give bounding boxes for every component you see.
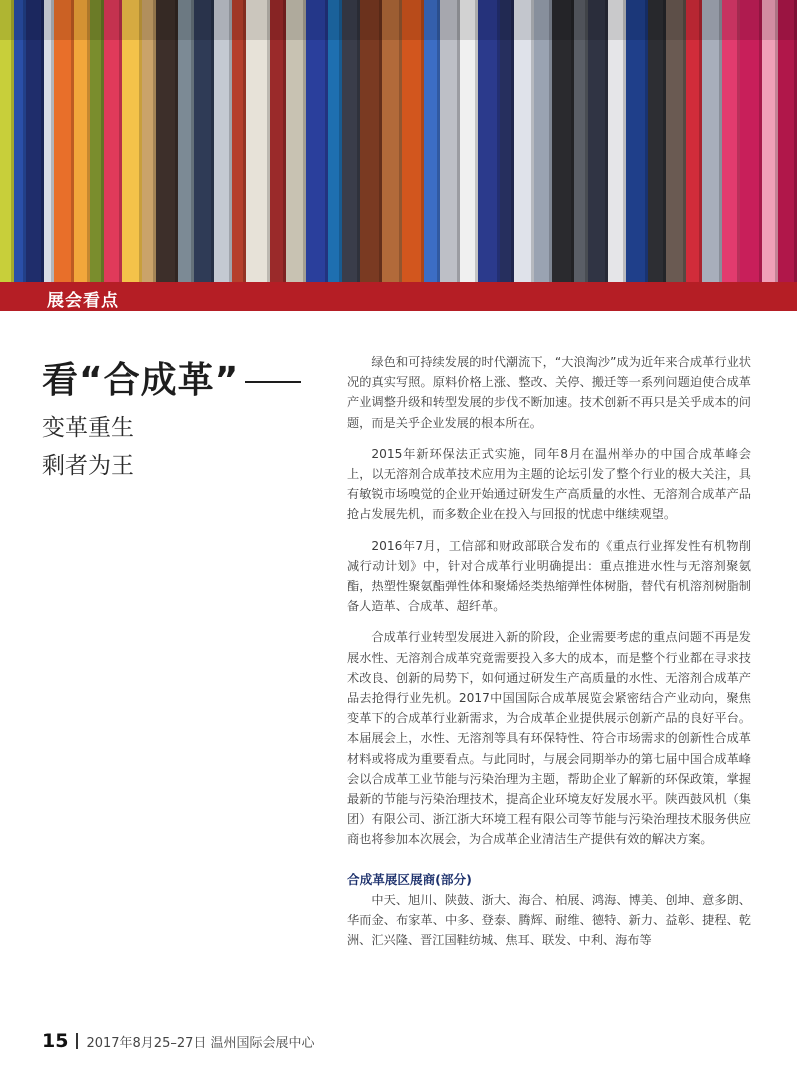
- fabric-strip-shadow: [119, 0, 122, 287]
- fabric-strip-shadow: [51, 0, 54, 287]
- fabric-strip-shadow: [399, 0, 402, 287]
- exhibitors-heading: 合成革展区展商(部分): [347, 871, 472, 887]
- subtitle-line-1: 变革重生: [42, 415, 134, 441]
- body-paragraph-3: 2016年7月，工信部和财政部联合发布的《重点行业挥发性有机物削减行动计划》中，针对合成革行业明确提出：重点推进水性与无溶剂聚氨酯，热塑性聚氨酯弹性体和聚烯烃类热缩弹性体树脂，替代有机溶剂树脂制备人造革、合成革、超纤革。: [347, 538, 751, 614]
- subtitle-line-2: 剩者为王: [42, 453, 134, 479]
- fabric-strip-shadow: [41, 0, 44, 287]
- hero-top-shade: [0, 0, 797, 40]
- fabric-strip-shadow: [531, 0, 534, 287]
- fabric-strip-shadow: [645, 0, 648, 287]
- fabric-strip-shadow: [571, 0, 574, 287]
- body-paragraph-2: 2015年新环保法正式实施，同年8月在温州举办的中国合成革峰会上，以无溶剂合成革技术应用为主题的论坛引发了整个行业的极大关注，具有敏锐市场嗅觉的企业开始通过研发生产高质量的水性、无溶剂合成革产品抢占发展先机，而多数企业在投入与回报的忧虑中继续观望。: [347, 446, 751, 522]
- fabric-strip-shadow: [191, 0, 194, 287]
- article-title: [42, 352, 342, 403]
- section-label: 展会看点: [47, 291, 119, 311]
- fabric-strip-shadow: [623, 0, 626, 287]
- fabric-strip-shadow: [775, 0, 778, 287]
- title-dash: [245, 381, 301, 383]
- page-number: 15: [42, 1030, 69, 1052]
- fabric-strip-shadow: [229, 0, 232, 287]
- fabric-strip-shadow: [475, 0, 478, 287]
- article-title-text: 看“合成革”: [42, 360, 240, 401]
- fabric-strip-shadow: [585, 0, 588, 287]
- fabric-strip-shadow: [497, 0, 500, 287]
- fabric-strip-shadow: [153, 0, 156, 287]
- fabric-strip-shadow: [339, 0, 342, 287]
- fabric-strip-shadow: [719, 0, 722, 287]
- fabric-strip-shadow: [303, 0, 306, 287]
- fabric-strip-shadow: [357, 0, 360, 287]
- footer-event-info: 2017年8月25–27日 温州国际会展中心: [86, 1035, 315, 1051]
- fabric-strip-shadow: [11, 0, 14, 287]
- fabric-strip-shadow: [759, 0, 762, 287]
- fabric-strip-shadow: [139, 0, 142, 287]
- fabric-strip-shadow: [605, 0, 608, 287]
- fabric-strip-shadow: [511, 0, 514, 287]
- fabric-strip-shadow: [457, 0, 460, 287]
- body-paragraph-4: 合成革行业转型发展进入新的阶段，企业需要考虑的重点问题不再是发展水性、无溶剂合成革究竟需要投入多大的成本，而是整个行业都在寻求技术改良、创新的局势下，如何通过研发生产高质量的水性、无溶剂合成革产品去抢得行业先机。2017中国国际合成革展览会紧密结合产业动向，聚焦变革下的合成革行业新需求，为合成革企业提供展示创新产品的良好平台。本届展会上，水性、无溶剂等具有环保特性、符合市场需求的创新性合成革材料或将成为重要看点。与此同时，与展会同期举办的第七届中国合成革峰会以合成革工业节能与污染治理为主题，帮助企业了解新的环保政策，掌握最新的节能与污染治理技术，提高企业环境友好发展水平。陕西鼓风机（集团）有限公司、浙江浙大环境工程有限公司等节能与污染治理技术服务供应商也将参加本次展会，为合成革企业清洁生产提供有效的解决方案。: [347, 630, 751, 847]
- article-title-block: [42, 352, 342, 485]
- fabric-strip-shadow: [549, 0, 552, 287]
- fabric-strip-shadow: [737, 0, 740, 287]
- page-footer: [42, 1030, 315, 1052]
- fabric-strip-shadow: [101, 0, 104, 287]
- footer-divider: [76, 1033, 78, 1049]
- fabric-strip-shadow: [87, 0, 90, 287]
- fabric-strip-shadow: [699, 0, 702, 287]
- fabric-strip-shadow: [267, 0, 270, 287]
- fabric-strip-shadow: [23, 0, 26, 287]
- fabric-strip-shadow: [175, 0, 178, 287]
- fabric-strip-shadow: [379, 0, 382, 287]
- fabric-strip-shadow: [325, 0, 328, 287]
- fabric-strip-shadow: [421, 0, 424, 287]
- fabric-strip-shadow: [663, 0, 666, 287]
- fabric-rolls-illustration: [0, 0, 797, 287]
- fabric-strip-shadow: [211, 0, 214, 287]
- fabric-strip-shadow: [71, 0, 74, 287]
- article-subtitle: [42, 409, 342, 485]
- body-paragraph-1: 绿色和可持续发展的时代潮流下，“大浪淘沙”成为近年来合成革行业状况的真实写照。原料价格上涨、整改、关停、搬迁等一系列问题迫使合成革产业调整升级和转型发展的步伐不断加速。技术创新不再只是关乎成本的问题，而是关乎企业发展的根本所在。: [347, 355, 751, 430]
- article-body: [347, 352, 751, 961]
- section-banner: [0, 282, 797, 311]
- hero-photo-fabric-rolls: [0, 0, 797, 287]
- fabric-strip-shadow: [243, 0, 246, 287]
- fabric-strip-shadow: [437, 0, 440, 287]
- fabric-strip-shadow: [283, 0, 286, 287]
- exhibitors-list: 中天、旭川、陕鼓、浙大、海合、柏展、鸿海、博美、创坤、意多朗、华而金、布家革、中多、登泰、腾辉、耐维、德特、新力、益彰、捷程、乾洲、汇兴隆、晋江国鞋纺城、焦耳、联发、中利、海布等: [347, 892, 751, 948]
- fabric-strip-shadow: [683, 0, 686, 287]
